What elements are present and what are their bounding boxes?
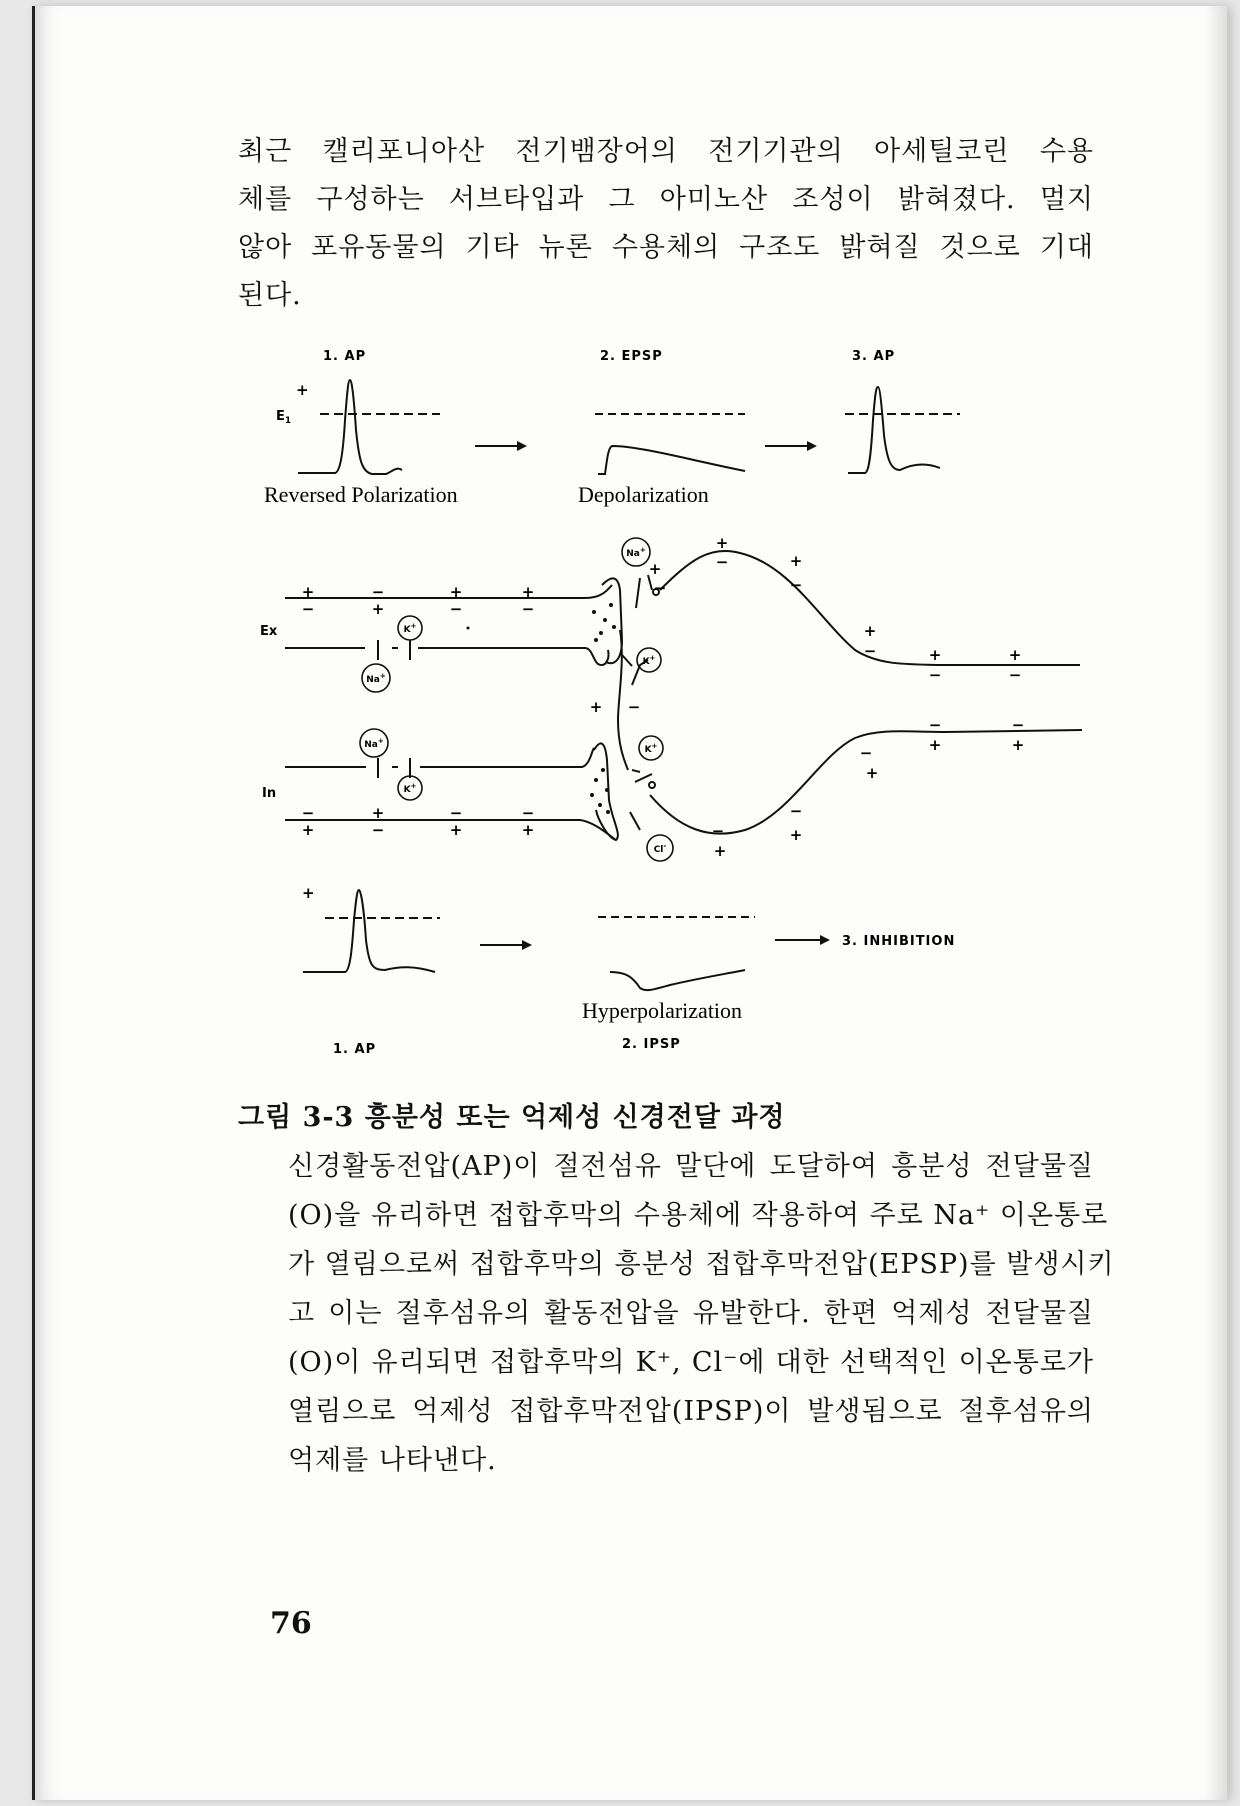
top-label-ap-1: 1. AP	[323, 349, 367, 364]
svg-text:+: +	[371, 804, 385, 822]
ex-label: Ex	[260, 624, 278, 639]
svg-text:K+: K+	[644, 742, 658, 755]
svg-text:+: +	[648, 560, 662, 578]
bottom-label-ipsp: 2. IPSP	[622, 1037, 681, 1052]
svg-text:K+: K+	[403, 622, 417, 635]
intro-line: 체를 구성하는 서브타입과 그 아미노산 조성이 밝혀졌다. 멀지	[238, 184, 1094, 215]
intro-line: 된다.	[238, 280, 302, 311]
svg-text:+: +	[589, 698, 603, 716]
svg-text:−: −	[521, 804, 535, 822]
svg-text:−: −	[859, 744, 873, 762]
reversed-polarization-label: Reversed Polarization	[264, 482, 458, 507]
caption-line: 억제를 나타낸다.	[288, 1445, 497, 1476]
svg-text:+: +	[301, 821, 315, 839]
svg-text:−: −	[863, 642, 877, 660]
caption-line: 신경활동전압(AP)이 절전섬유 말단에 도달하여 흥분성 전달물질	[288, 1151, 1094, 1182]
svg-text:−: −	[449, 804, 463, 822]
svg-text:−: −	[928, 666, 942, 684]
svg-text:−: −	[653, 579, 667, 597]
svg-text:+: +	[863, 622, 877, 640]
caption-line: 열림으로 억제성 접합후막전압(IPSP)이 발생됨으로 절후섬유의	[288, 1396, 1094, 1427]
svg-text:−: −	[789, 802, 803, 820]
presynaptic-membrane-upper	[285, 585, 612, 598]
svg-text:+: +	[1008, 646, 1022, 664]
depolarization-label: Depolarization	[578, 482, 709, 507]
svg-text:−: −	[371, 821, 385, 839]
figure-caption-title: 그림 3-3 흥분성 또는 억제성 신경전달 과정	[238, 1102, 786, 1133]
svg-text:+: +	[928, 736, 942, 754]
svg-text:+: +	[865, 764, 879, 782]
presynaptic-inner-upper	[285, 648, 608, 665]
svg-text:−: −	[715, 553, 729, 571]
svg-text:+: +	[928, 646, 942, 664]
ipsp-waveform	[610, 970, 745, 990]
svg-text:+: +	[521, 821, 535, 839]
epsp-waveform	[598, 446, 745, 474]
inhibition-label: 3. INHIBITION	[842, 934, 956, 949]
e1-label: $E_1$	[276, 409, 292, 426]
svg-text:−: −	[371, 583, 385, 601]
svg-text:Na+: Na+	[366, 672, 386, 685]
svg-text:−: −	[449, 600, 463, 618]
postsynaptic-cleft-wall	[618, 630, 628, 770]
intro-line: 않아 포유동물의 기타 뉴론 수용체의 구조도 밝혀질 것으로 기대	[238, 232, 1094, 263]
svg-text:−: −	[301, 804, 315, 822]
svg-text:Cl-: Cl-	[653, 842, 667, 855]
svg-text:+: +	[713, 842, 727, 860]
ap-waveform-1	[298, 380, 402, 474]
top-label-epsp: 2. EPSP	[600, 349, 663, 364]
bottom-label-ap: 1. AP	[333, 1042, 377, 1057]
svg-text:+: +	[449, 821, 463, 839]
svg-text:Na+: Na+	[364, 737, 384, 750]
svg-text:−: −	[1011, 716, 1025, 734]
svg-text:−: −	[789, 576, 803, 594]
svg-text:K+: K+	[642, 654, 656, 667]
ap-waveform-bottom	[303, 890, 435, 972]
caption-line: (O)이 유리되면 접합후막의 K⁺, Cl⁻에 대한 선택적인 이온통로가	[288, 1347, 1094, 1378]
svg-text:+: +	[371, 600, 385, 618]
top-label-ap-3: 3. AP	[852, 349, 896, 364]
figure-caption-body	[288, 1142, 1115, 1485]
svg-text:−: −	[928, 716, 942, 734]
svg-text:+: +	[301, 583, 315, 601]
svg-text:−: −	[1008, 666, 1022, 684]
hyperpolarization-label: Hyperpolarization	[582, 998, 743, 1023]
intro-line: 최근 캘리포니아산 전기뱀장어의 전기기관의 아세틸코린 수용	[238, 136, 1094, 167]
caption-line: 고 이는 절후섬유의 활동전압을 유발한다. 한편 억제성 전달물질	[288, 1298, 1094, 1329]
svg-text:+: +	[1011, 736, 1025, 754]
svg-text:Na+: Na+	[626, 546, 646, 559]
svg-text:−: −	[711, 822, 725, 840]
svg-text:+: +	[789, 826, 803, 844]
svg-text:+: +	[789, 552, 803, 570]
caption-line: (O)을 유리하면 접합후막의 수용체에 작용하여 주로 Na⁺ 이온통로	[288, 1200, 1109, 1231]
svg-text:K+: K+	[403, 782, 417, 795]
svg-text:+: +	[715, 534, 729, 552]
svg-text:+: +	[296, 381, 309, 399]
svg-text:+: +	[302, 884, 315, 902]
svg-text:+: +	[521, 583, 535, 601]
svg-text:−: −	[521, 600, 535, 618]
page-number: 76	[270, 1606, 312, 1641]
terminal-bouton-lower	[594, 743, 618, 840]
svg-text:−: −	[301, 600, 315, 618]
svg-text:−: −	[627, 698, 641, 716]
caption-line: 가 열림으로써 접합후막의 흥분성 접합후막전압(EPSP)를 발생시키	[288, 1249, 1115, 1280]
in-label: In	[262, 786, 277, 801]
presynaptic-inner-lower	[285, 748, 594, 767]
ap-waveform-3	[848, 387, 940, 473]
svg-text:+: +	[449, 583, 463, 601]
